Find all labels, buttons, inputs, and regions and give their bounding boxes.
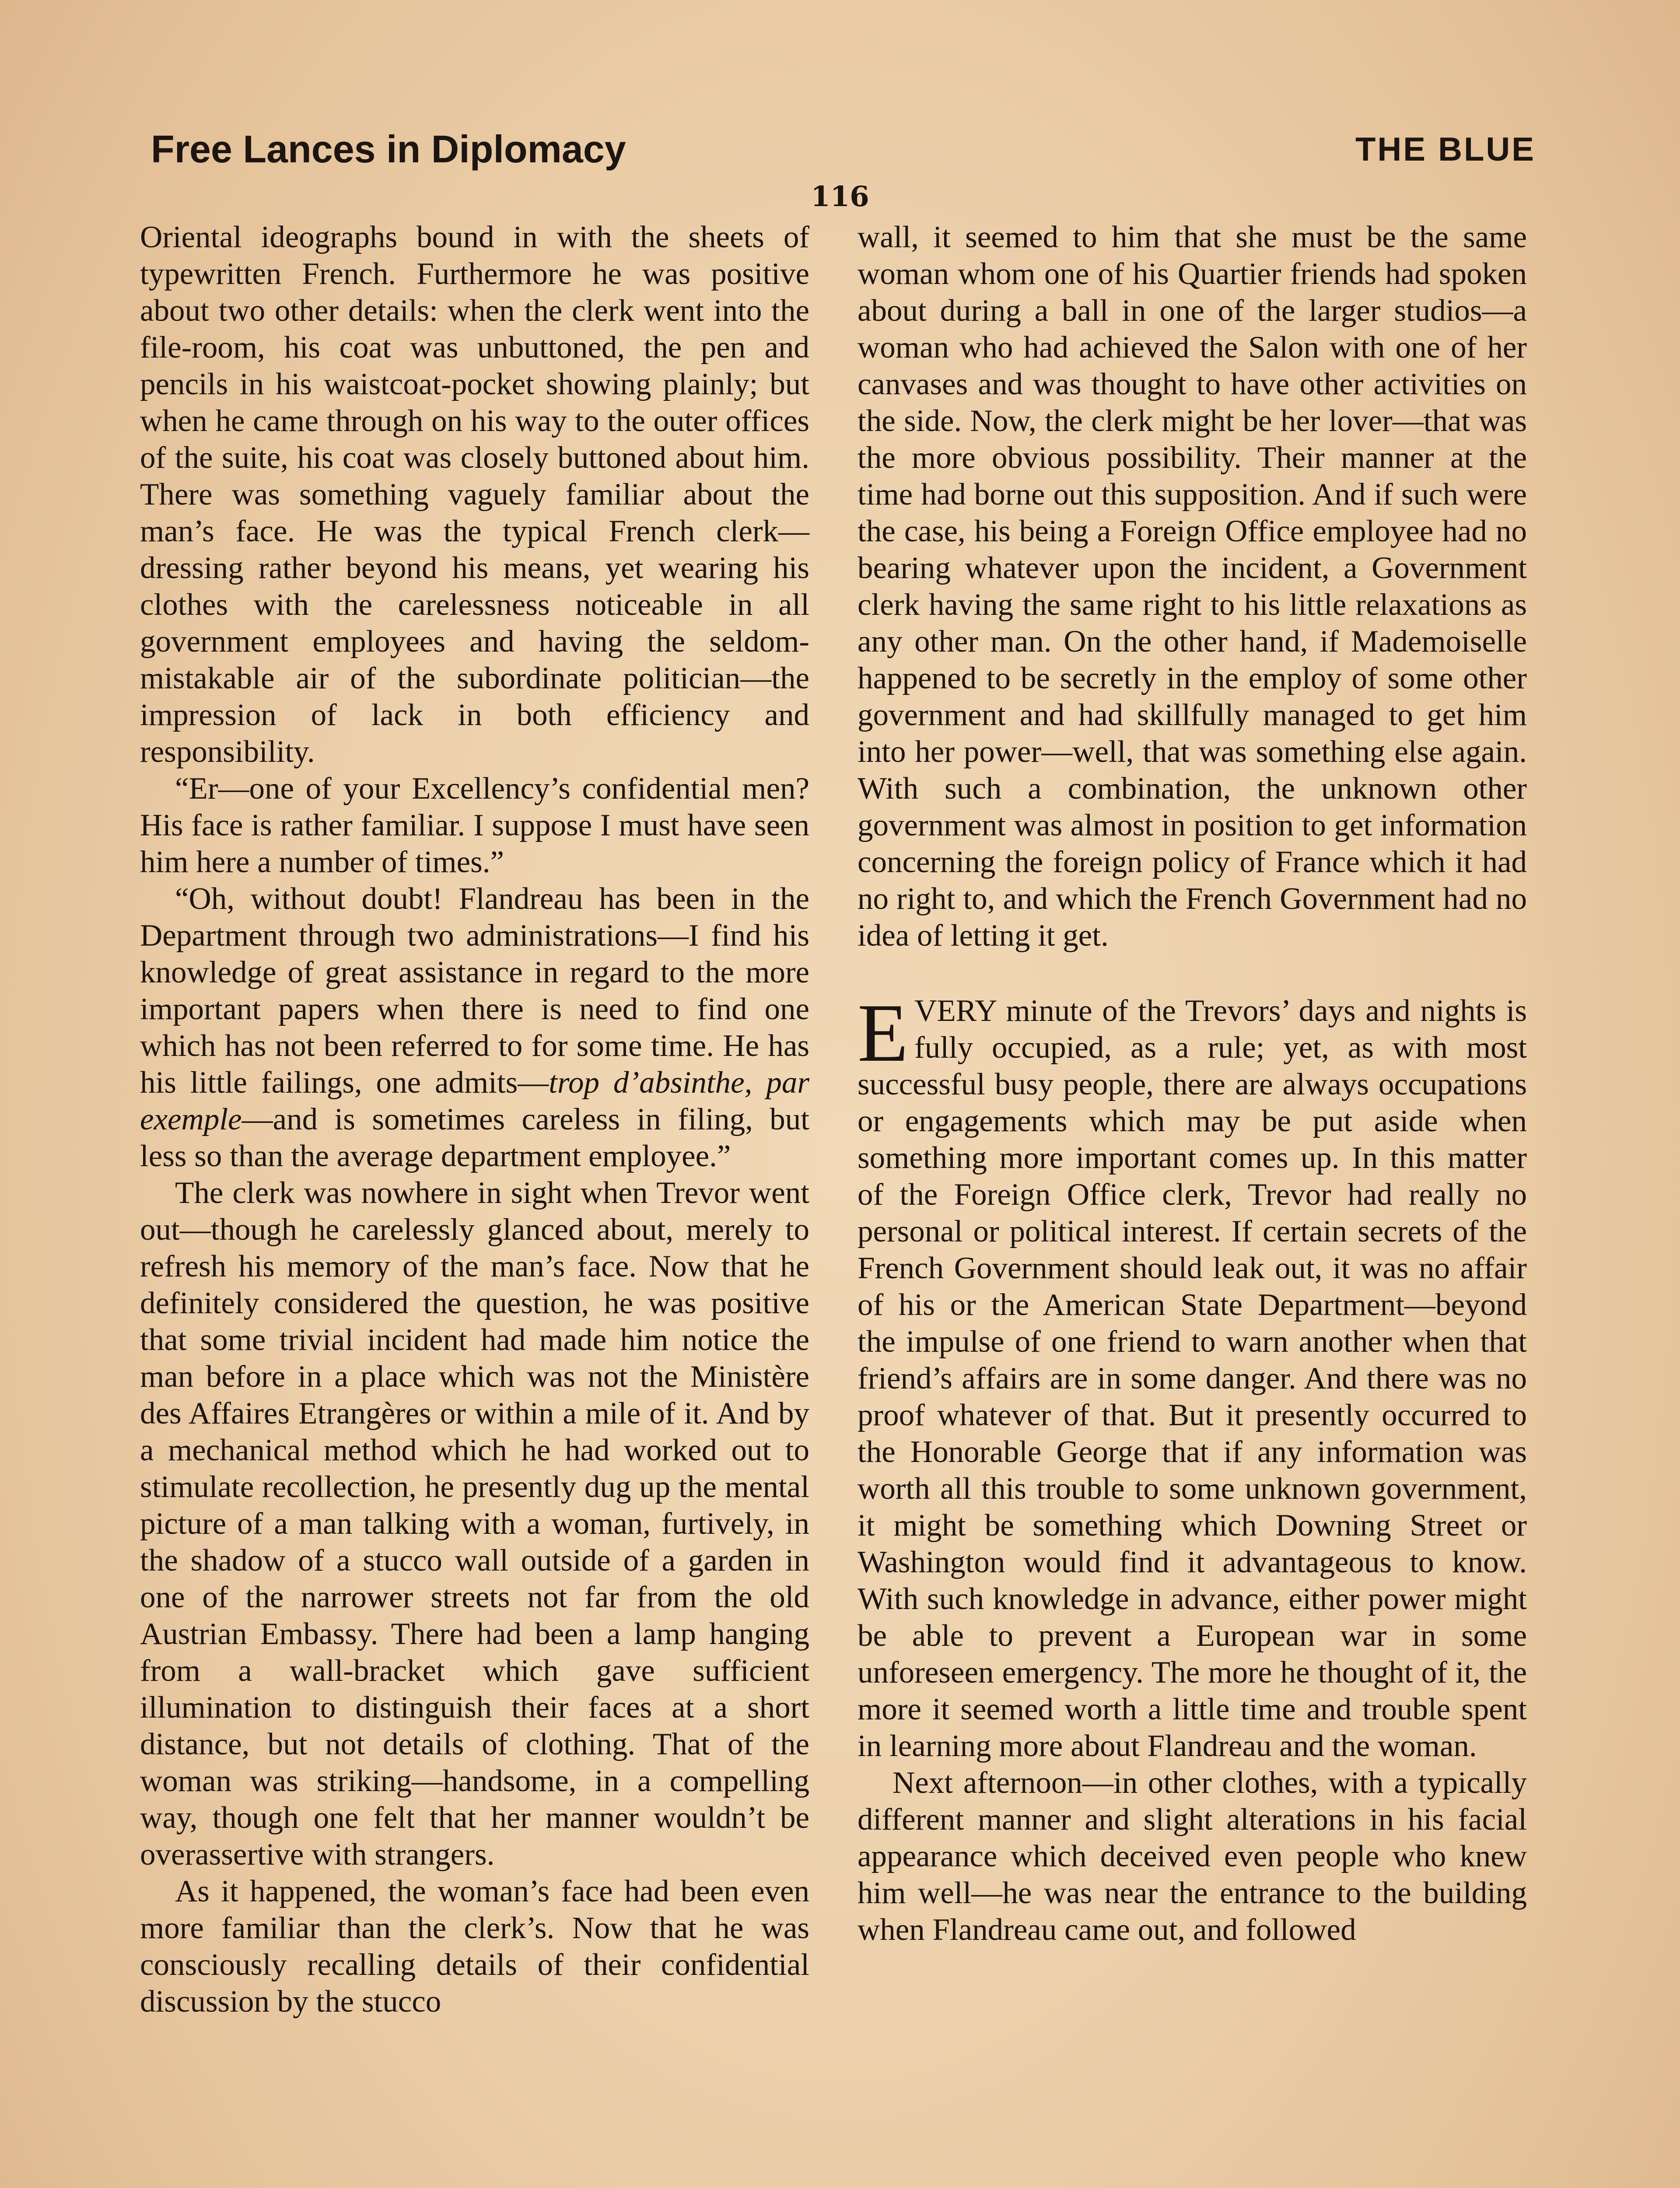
paragraph-text: “Oh, without doubt! Flandreau has been in the Department through two administrations—I find his knowledge of great assistance in regard to the more important papers when there is need to find one which has not been referred to for some time. He has his little failings, one admits— (140, 882, 809, 1100)
drop-cap: E (858, 987, 909, 1079)
paragraph-text: —and is sometimes careless in filing, but less so than the average department employee.” (140, 1102, 809, 1173)
right-column (858, 219, 1527, 1948)
story-title: Free Lances in Diplomacy (151, 127, 626, 171)
left-paragraph-1: Oriental ideographs bound in with the sheets of typewritten French. Furthermore he was positive about two other details: when the clerk went into the file-room, his coat was unbuttoned, the pen and pencils in his waistcoat-pocket showing plainly; but when he came through on his way to the outer offices of the suite, his coat was closely buttoned about him. There was something vaguely familiar about the man’s face. He was the typical French clerk—dressing rather beyond his means, yet wearing his clothes with the carelessness noticeable in all government employees and having the seldom-mistakable air of the subordinate politician—the impression of lack in both efficiency and responsibility. (140, 220, 809, 769)
left-paragraph-2: “Er—one of your Excellency’s confidential men? His face is rather familiar. I suppose I must have seen him here a number of times.” (140, 771, 809, 879)
page-number: 116 (811, 180, 869, 213)
italic-phrase: trop d’absinthe, par exemple (140, 1066, 809, 1136)
magazine-name: THE BLUE (1355, 131, 1536, 168)
right-paragraph-2 (858, 987, 1527, 1764)
left-paragraph-5: As it happened, the woman’s face had been even more familiar than the clerk’s. Now that he was consciously recalling details of their confidential discussion by the stucco (140, 1874, 809, 2019)
right-paragraph-1: wall, it seemed to him that she must be the same woman whom one of his Quartier friends had spoken about during a ball in one of the larger studios—a woman who had achieved the Salon with one of her canvases and was thought to have other activities on the side. Now, the clerk might be her lover—that was the more obvious possibility. Their manner at the time had borne out this supposition. And if such were the case, his being a Foreign Office employee had no bearing whatever upon the incident, a Government clerk having the same right to his little relaxations as any other man. On the other hand, if Mademoiselle happened to be secretly in the employ of some other government and had skillfully managed to get him into her power—well, that was something else again. With such a combination, the unknown other government was almost in position to get information concerning the foreign policy of France which it had no right to, and which the French Government had no idea of letting it get. (858, 220, 1527, 953)
left-paragraph-4: The clerk was nowhere in sight when Trevor went out—though he carelessly glanced about, merely to refresh his memory of the man’s face. Now that he definitely considered the question, he was positive that some trivial incident had made him notice the man before in a place which was not the Ministère des Affaires Etrangères or within a mile of it. And by a mechanical method which he had worked out to stimulate recollection, he presently dug up the mental picture of a man talking with a woman, furtively, in the shadow of a stucco wall outside of a garden in one of the narrower streets not far from the old Austrian Embassy. There had been a lamp hanging from a wall-bracket which gave sufficient illumination to distinguish their faces at a short distance, but not details of clothing. That of the woman was striking—handsome, in a compelling way, though one felt that her manner wouldn’t be overassertive with strangers. (140, 1176, 809, 1872)
left-column (140, 219, 809, 2020)
right-paragraph-3: Next afternoon—in other clothes, with a typically different manner and slight alterations in his facial appearance which deceived even people who knew him well—he was near the entrance to the building when Flandreau came out, and followed (858, 1766, 1527, 1947)
paragraph-text: VERY minute of the Trevors’ days and nights is fully occupied, as a rule; yet, as with most successful busy people, there are always occupations or engagements which may be put aside when something more important comes up. In this matter of the Foreign Office clerk, Trevor had really no personal or political interest. If certain secrets of the French Government should leak out, it was no affair of his or the American State Department—beyond the impulse of one friend to warn another when that friend’s affairs are in some danger. And there was no proof whatever of that. But it presently occurred to the Honorable George that if any information was worth all this trouble to some unknown government, it might be something which Downing Street or Washington would find it advantageous to know. With such knowledge in advance, either power might be able to prevent a European war in some unforeseen emergency. The more he thought of it, the more it seemed worth a little time and trouble spent in learning more about Flandreau and the woman. (858, 994, 1527, 1763)
left-paragraph-3 (140, 880, 809, 1175)
